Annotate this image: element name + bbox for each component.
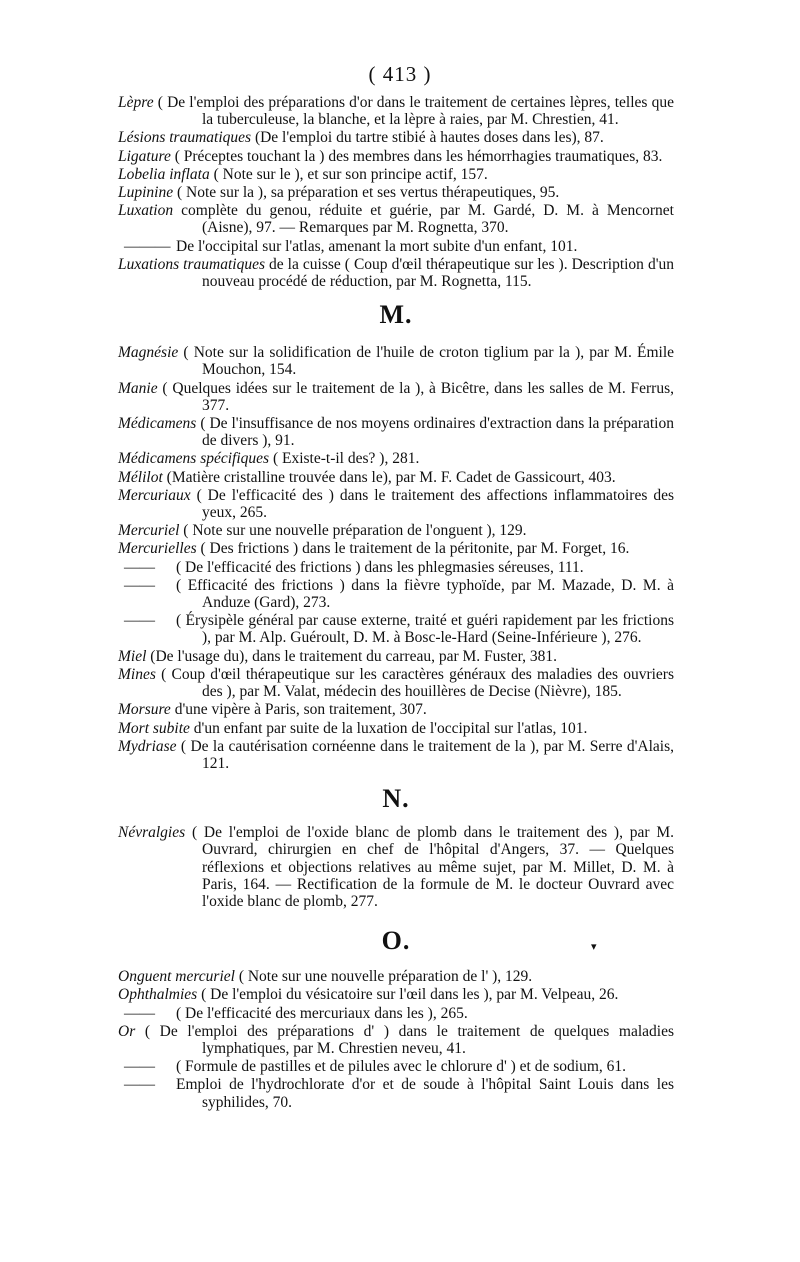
entry-text: ( Quelques idées sur le traitement de la ), à Bicêtre, dans les salles de M. Ferrus, 377.	[157, 379, 674, 414]
section-letter: N.	[382, 784, 410, 814]
index-entry	[118, 648, 674, 665]
entry-text: ( De l'insuffisance de nos moyens ordinaires d'extraction dans la préparation de divers ), 91.	[196, 415, 674, 450]
entry-text: ( Érysipèle général par cause externe, traité et guéri rapidement par les frictions ), par M. Alp. Guéroult, D. M. à Bosc-le-Hard (Seine-Inférieure ), 276.	[176, 612, 674, 647]
section-letter: O.	[381, 926, 411, 956]
entry-keyword: Médicamens spécifiques	[118, 450, 270, 468]
entry-keyword: Lèpre	[118, 94, 154, 111]
entry-keyword: Or	[118, 1022, 136, 1040]
entry-keyword: Mercuriaux	[118, 486, 191, 504]
entry-text: ( De la cautérisation cornéenne dans le traitement de la ), par M. Serre d'Alais, 121.	[176, 737, 674, 772]
entry-keyword: Mercurielles	[118, 540, 197, 558]
entry-text: ( Note sur la solidification de l'huile de croton tiglium par la ), par M. Émile Mouchon, 154.	[178, 344, 674, 379]
entry-text: ( Note sur le ), et sur son principe actif, 157.	[209, 165, 488, 183]
entry-keyword: Morsure	[118, 701, 171, 719]
index-entry	[118, 256, 674, 290]
index-entry	[118, 1023, 674, 1057]
entry-keyword: Manie	[118, 379, 158, 397]
entry-keyword: Mort subite	[118, 719, 190, 737]
index-entry	[118, 148, 674, 165]
entry-keyword: Médicamens	[118, 415, 197, 433]
entry-text: ( Préceptes touchant la ) des membres dans les hémorrhagies traumatiques, 83.	[170, 147, 663, 165]
entry-text: ( Note sur la ), sa préparation et ses vertus thérapeutiques, 95.	[173, 184, 560, 202]
entry-text: ( De l'efficacité des frictions ) dans les phlegmasies séreuses, 111.	[176, 558, 584, 576]
entry-keyword: Lésions traumatiques	[118, 129, 252, 147]
index-entry	[118, 380, 674, 414]
index-entry	[118, 94, 674, 128]
entry-keyword: Miel	[118, 647, 147, 665]
index-entry	[118, 202, 674, 236]
index-entry	[118, 129, 674, 146]
entry-text: ( Note sur une nouvelle préparation de l'onguent ), 129.	[179, 522, 527, 540]
entry-text: complète du genou, réduite et guérie, par M. Gardé, D. M. à Mencornet (Aisne), 97. — Remarques par M. Rognetta, 370.	[173, 202, 674, 237]
entry-text: (De l'usage du), dans le traitement du carreau, par M. Fuster, 381.	[146, 647, 558, 665]
index-subentry	[118, 559, 674, 576]
index-subentry	[118, 1005, 674, 1022]
entry-text: ( Coup d'œil thérapeutique sur les caractères généraux des maladies des ouvriers des ), par M. Valat, médecin des houillères de Decise (Nièvre), 185.	[155, 665, 674, 701]
entry-keyword: Lobelia inflata	[118, 165, 210, 183]
entry-text: ( De l'efficacité des ) dans le traitement des affections inflammatoires des yeux, 265.	[190, 486, 674, 522]
entry-keyword: Lupinine	[118, 184, 174, 202]
index-entry	[118, 720, 674, 737]
index-entry	[118, 487, 674, 521]
entry-keyword: Mercuriel	[118, 522, 180, 540]
entry-keyword: Névralgies	[118, 824, 186, 842]
repeat-dash: ——	[124, 1076, 155, 1094]
entry-text: ( Existe-t-il des? ), 281.	[269, 450, 420, 468]
repeat-dash: ——	[124, 1058, 155, 1076]
entry-text: ( De l'efficacité des mercuriaux dans les ), 265.	[176, 1004, 468, 1022]
entry-text: ( Efficacité des frictions ) dans la fièvre typhoïde, par M. Mazade, D. M. à Anduze (Gard), 273.	[176, 576, 674, 612]
entry-text: Emploi de l'hydrochlorate d'or et de soude à l'hôpital Saint Louis dans les syphilides, 70.	[176, 1076, 674, 1111]
page-number: ( 413 )	[368, 62, 432, 86]
entry-keyword: Luxation	[118, 202, 174, 220]
index-subentry	[118, 1058, 674, 1075]
entry-text: ( De l'emploi des préparations d' ) dans le traitement de quelques maladies lymphatiques, par M. Chrestien neveu, 41.	[135, 1022, 674, 1057]
index-entry	[118, 415, 674, 449]
entry-keyword: Mydriase	[118, 737, 177, 755]
entry-text: d'un enfant par suite de la luxation de l'occipital sur l'atlas, 101.	[189, 719, 588, 737]
entry-keyword: Mélilot	[118, 468, 163, 486]
ink-mark: ▾	[591, 941, 597, 953]
entry-keyword: Ligature	[118, 147, 171, 165]
entry-text: De l'occipital sur l'atlas, amenant la mort subite d'un enfant, 101.	[176, 237, 578, 255]
repeat-dash: ——	[124, 1004, 155, 1022]
entry-keyword: Mines	[118, 665, 156, 683]
index-subentry	[118, 238, 674, 255]
entry-text: (De l'emploi du tartre stibié à hautes doses dans les), 87.	[251, 129, 604, 147]
entry-text: ( De l'emploi de l'oxide blanc de plomb dans le traitement des ), par M. Ouvrard, chirurgien en chef de l'hôpital d'Angers, 37. — Quelques réflexions et objections relatives au même sujet, par M. Millet, D. M. à Paris, 164. — Rectification de la formule de M. le docteur Ouvrard avec l'oxide blanc de plomb, 277.	[185, 824, 674, 910]
repeat-dash: ——	[124, 558, 155, 576]
entry-text: ( De l'emploi du vésicatoire sur l'œil dans les ), par M. Velpeau, 26.	[197, 986, 619, 1004]
entry-keyword: Luxations traumatiques	[118, 255, 265, 273]
section-letter: M.	[379, 300, 413, 330]
index-body	[118, 94, 674, 1112]
entry-keyword: Magnésie	[118, 344, 179, 362]
index-entry	[118, 986, 674, 1003]
index-entry	[118, 666, 674, 700]
index-entry	[118, 824, 674, 910]
repeat-dash: ——	[124, 612, 155, 630]
repeat-dash: ——	[124, 576, 155, 594]
entry-text: ( Note sur une nouvelle préparation de l' ), 129.	[234, 968, 533, 986]
entry-keyword: Onguent mercuriel	[118, 968, 235, 986]
repeat-dash: ———	[124, 237, 171, 255]
index-entry	[118, 344, 674, 378]
index-entry	[118, 968, 674, 985]
index-subentry	[118, 1076, 674, 1110]
index-entry	[118, 738, 674, 772]
entry-text: (Matière cristalline trouvée dans le), par M. F. Cadet de Gassicourt, 403.	[162, 468, 616, 486]
index-entry	[118, 184, 674, 201]
index-entry	[118, 522, 674, 539]
index-entry	[118, 450, 674, 467]
entry-text: de la cuisse ( Coup d'œil thérapeutique sur les ). Description d'un nouveau procédé de réduction, par M. Rognetta, 115.	[202, 255, 675, 291]
entry-text: ( Formule de pastilles et de pilules avec le chlorure d' ) et de sodium, 61.	[176, 1058, 627, 1076]
entry-keyword: Ophthalmies	[118, 986, 198, 1004]
entry-text: d'une vipère à Paris, son traitement, 307.	[170, 701, 427, 719]
entry-text: ( De l'emploi des préparations d'or dans le traitement de certaines lèpres, telles que la tuberculeuse, la blanche, et la lèpre à raies, par M. Chrestien, 41.	[153, 94, 674, 129]
index-subentry	[118, 612, 674, 646]
index-subentry	[118, 577, 674, 611]
index-entry	[118, 469, 674, 486]
index-entry	[118, 540, 674, 557]
index-entry	[118, 166, 674, 183]
entry-text: ( Des frictions ) dans le traitement de la péritonite, par M. Forget, 16.	[196, 540, 630, 558]
index-entry	[118, 701, 674, 718]
